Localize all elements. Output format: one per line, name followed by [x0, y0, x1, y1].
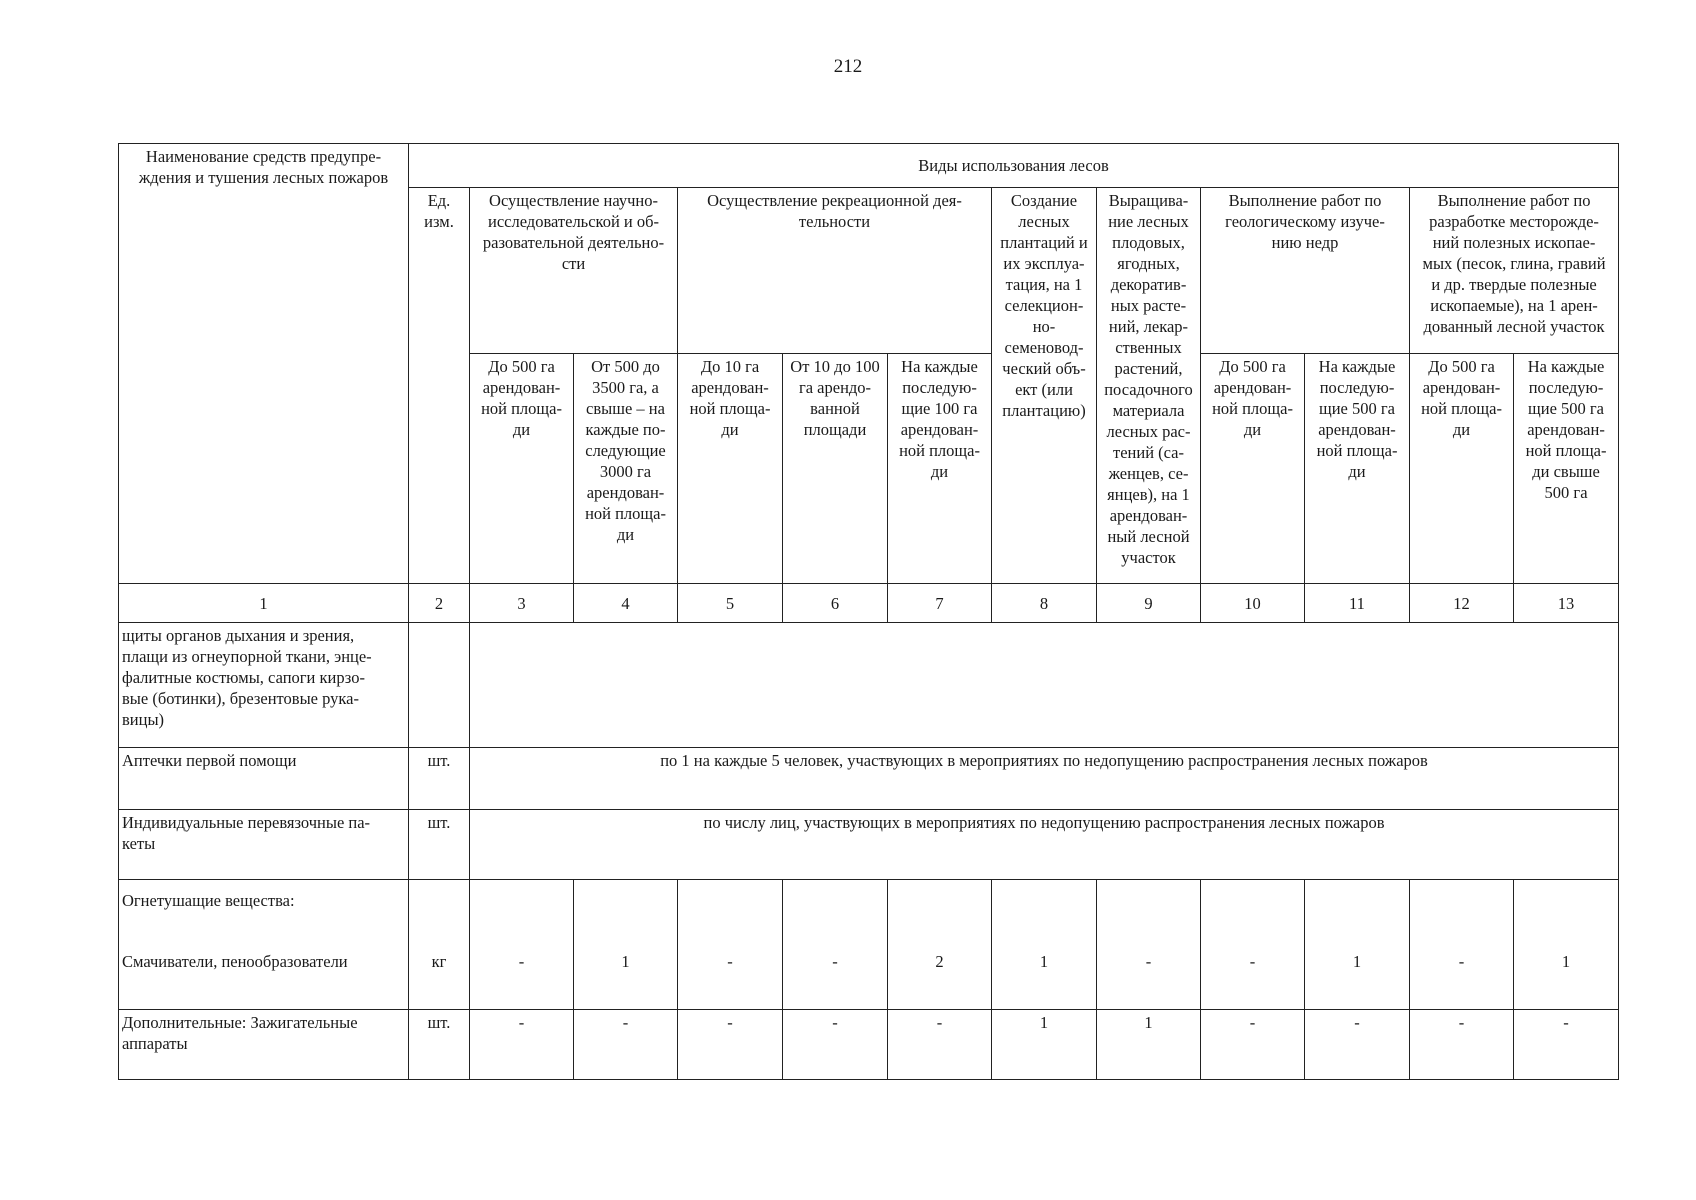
column-number: 2 — [409, 584, 470, 623]
column-number: 3 — [470, 584, 574, 623]
table-row — [119, 623, 1619, 748]
row-name-protection: щиты органов дыхания и зрения, плащи из огнеупорной ткани, энце- фалитные костюмы, сапоги кирзо- вые (ботинки), брезентовые рука- вицы) — [119, 623, 409, 748]
value-cell: 1 — [1097, 1010, 1201, 1080]
row-name-additional: Дополнительные: Зажигательные аппараты — [119, 1010, 409, 1080]
page-number: 212 — [833, 56, 863, 77]
column-number: 12 — [1410, 584, 1514, 623]
header-forest-use-types: Виды использования лесов — [409, 144, 1619, 188]
value-cell: 1 — [574, 880, 678, 1010]
column-number: 6 — [783, 584, 888, 623]
column-number: 9 — [1097, 584, 1201, 623]
row-unit: шт. — [409, 810, 470, 880]
value-cell: 1 — [992, 880, 1097, 1010]
column-number: 4 — [574, 584, 678, 623]
value-cell: - — [1410, 880, 1514, 1010]
value-cell: - — [1305, 1010, 1410, 1080]
value-cell: 1 — [1514, 880, 1619, 1010]
column-number: 13 — [1514, 584, 1619, 623]
value-cell: - — [470, 1010, 574, 1080]
value-cell: - — [678, 880, 783, 1010]
value-cell: - — [888, 1010, 992, 1080]
header-subcol-13: На каждые последую- щие 500 га арендован- ной площа- ди свыше 500 га — [1514, 354, 1619, 584]
header-group-research: Осуществление научно- исследовательской и об- разовательной деятельно- сти — [470, 188, 678, 354]
table-row — [119, 880, 1619, 1010]
header-subcol-5: До 10 га арендован- ной площа- ди — [678, 354, 783, 584]
value-cell: - — [1201, 880, 1305, 1010]
value-cell: 2 — [888, 880, 992, 1010]
row-merged-value: по числу лиц, участвующих в мероприятиях по недопущению распространения лесных пожаров — [470, 810, 1619, 880]
value-cell: - — [470, 880, 574, 1010]
header-subcol-6: От 10 до 100 га арендо- ванной площади — [783, 354, 888, 584]
row-name-extinguishing — [119, 880, 409, 1010]
value-cell: 1 — [992, 1010, 1097, 1080]
column-number: 11 — [1305, 584, 1410, 623]
value-cell: - — [678, 1010, 783, 1080]
column-number: 5 — [678, 584, 783, 623]
header-unit: Ед. изм. — [409, 188, 470, 584]
column-number: 7 — [888, 584, 992, 623]
value-cell: 1 — [1305, 880, 1410, 1010]
value-cell: - — [574, 1010, 678, 1080]
value-cell: - — [1514, 1010, 1619, 1080]
extinguishing-name: Смачиватели, пенообразователи — [122, 952, 348, 971]
row-unit: шт. — [409, 1010, 470, 1080]
row-unit-empty — [409, 623, 470, 748]
value-cell: - — [1201, 1010, 1305, 1080]
column-number: 8 — [992, 584, 1097, 623]
value-cell: - — [783, 880, 888, 1010]
table-row — [119, 810, 1619, 880]
row-unit: шт. — [409, 748, 470, 810]
header-group-plantations: Создание лесных плантаций и их эксплуа- тация, на 1 селекцион- но- семеновод- ческий объ- ект (или плантацию) — [992, 188, 1097, 584]
column-number: 10 — [1201, 584, 1305, 623]
row-merged-value: по 1 на каждые 5 человек, участвующих в мероприятиях по недопущению распространения лесных пожаров — [470, 748, 1619, 810]
table-row — [119, 748, 1619, 810]
table-row — [119, 1010, 1619, 1080]
header-group-cultivation: Выращива- ние лесных плодовых, ягодных, декоратив- ных расте- ний, лекар- ственных растений, посадочного материала лесных рас- тений (са- женцев, се- янцев), на 1 арендован- ный лесной участок — [1097, 188, 1201, 584]
header-subcol-3: До 500 га арендован- ной площа- ди — [470, 354, 574, 584]
header-subcol-4: От 500 до 3500 га, а свыше – на каждые по- следующие 3000 га арендован- ной площа- ди — [574, 354, 678, 584]
column-number: 1 — [119, 584, 409, 623]
header-subcol-12: До 500 га арендован- ной площа- ди — [1410, 354, 1514, 584]
row-name-first-aid: Аптечки первой помощи — [119, 748, 409, 810]
header-subcol-10: До 500 га арендован- ной площа- ди — [1201, 354, 1305, 584]
header-group-recreation: Осуществление рекреационной дея- тельности — [678, 188, 992, 354]
value-cell: - — [1410, 1010, 1514, 1080]
extinguishing-heading: Огнетушащие вещества: — [122, 891, 295, 910]
row-name-bandage: Индивидуальные перевязочные па- кеты — [119, 810, 409, 880]
fire-equipment-table — [118, 143, 1619, 1080]
header-subcol-11: На каждые последую- щие 500 га арендован- ной площа- ди — [1305, 354, 1410, 584]
header-equipment-name: Наименование средств предупре- ждения и тушения лесных пожаров — [119, 144, 409, 584]
header-group-mining: Выполнение работ по разработке месторожде- ний полезных ископае- мых (песок, глина, гравий и др. твердые полезные ископаемые), на 1 арен- дованный лесной участок — [1410, 188, 1619, 354]
header-group-geology: Выполнение работ по геологическому изуче- нию недр — [1201, 188, 1410, 354]
header-subcol-7: На каждые последую- щие 100 га арендован- ной площа- ди — [888, 354, 992, 584]
row-unit: кг — [409, 880, 470, 1010]
value-cell: - — [1097, 880, 1201, 1010]
value-cell: - — [783, 1010, 888, 1080]
row-values-empty — [470, 623, 1619, 748]
